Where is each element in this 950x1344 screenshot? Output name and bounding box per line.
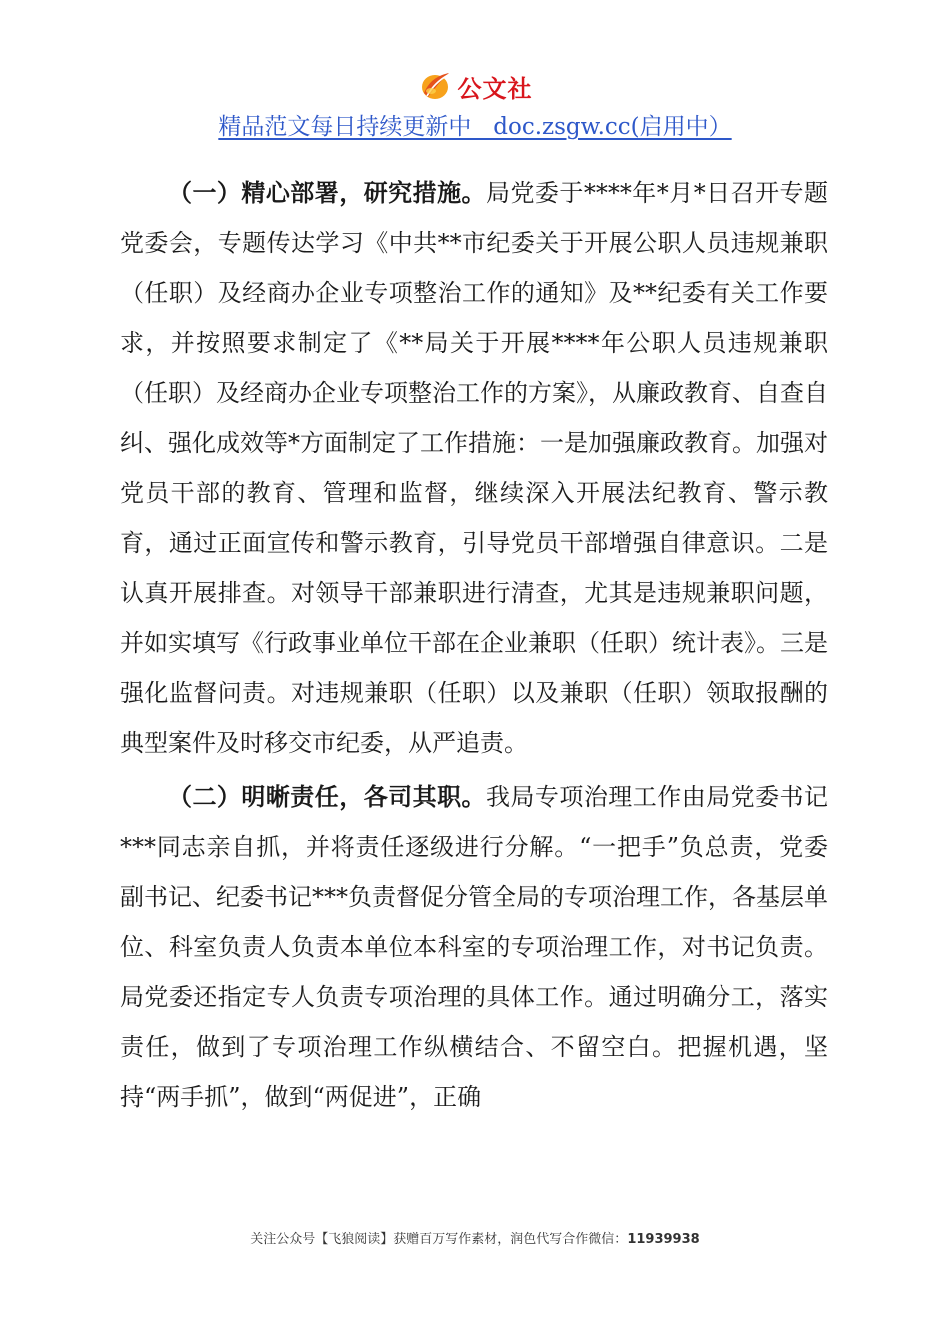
logo xyxy=(0,68,950,104)
footer-wechat-number: 11939938 xyxy=(627,1232,700,1247)
site-link[interactable]: 精品范文每日持续更新中 doc.zsgw.cc(启用中） xyxy=(218,114,732,140)
paragraph-2-text: 我局专项治理工作由局党委书记***同志亲自抓，并将责任逐级进行分解。“一把手”负总责，党委副书记、纪委书记***负责督促分管全局的专项治理工作，各基层单位、科室负责人负责本单位本科室的专项治理工作，对书记负责。局党委还指定专人负责专项治理的具体工作。通过明确分工，落实责任，做到了专项治理工作纵横结合、不留空白。把握机遇，坚持“两手抓”，做到“两促进”，正确 xyxy=(120,783,828,1111)
paragraph-1-text: 局党委于****年*月*日召开专题党委会，专题传达学习《中共**市纪委关于开展公职人员违规兼职（任职）及经商办企业专项整治工作的通知》及**纪委有关工作要求，并按照要求制定了《**局关于开展****年公职人员违规兼职（任职）及经商办企业专项整治工作的方案》，从廉政教育、自查自纠、强化成效等*方面制定了工作措施：一是加强廉政教育。加强对党员干部的教育、管理和监督，继续深入开展法纪教育、警示教育，通过正面宣传和警示教育，引导党员干部增强自律意识。二是认真开展排查。对领导干部兼职进行清查，尤其是违规兼职问题，并如实填写《行政事业单位干部在企业兼职（任职）统计表》。三是强化监督问责。对违规兼职（任职）以及兼职（任职）领取报酬的典型案件及时移交市纪委，从严追责。 xyxy=(120,179,828,757)
page-header xyxy=(0,68,950,141)
logo-text: 公文社 xyxy=(457,74,533,103)
paragraph-2-heading: （二）明晰责任，各司其职。 xyxy=(168,783,486,811)
paragraph-2 xyxy=(120,772,828,1122)
footer-text: 关注公众号【飞狼阅读】获赠百万写作素材，润色代写合作微信： xyxy=(250,1232,628,1247)
paragraph-1 xyxy=(120,168,828,768)
paragraph-1-heading: （一）精心部署，研究措施。 xyxy=(168,179,486,207)
document-body xyxy=(120,168,828,1126)
orange-leaf-logo-icon xyxy=(418,69,452,103)
page-footer xyxy=(0,1228,950,1247)
